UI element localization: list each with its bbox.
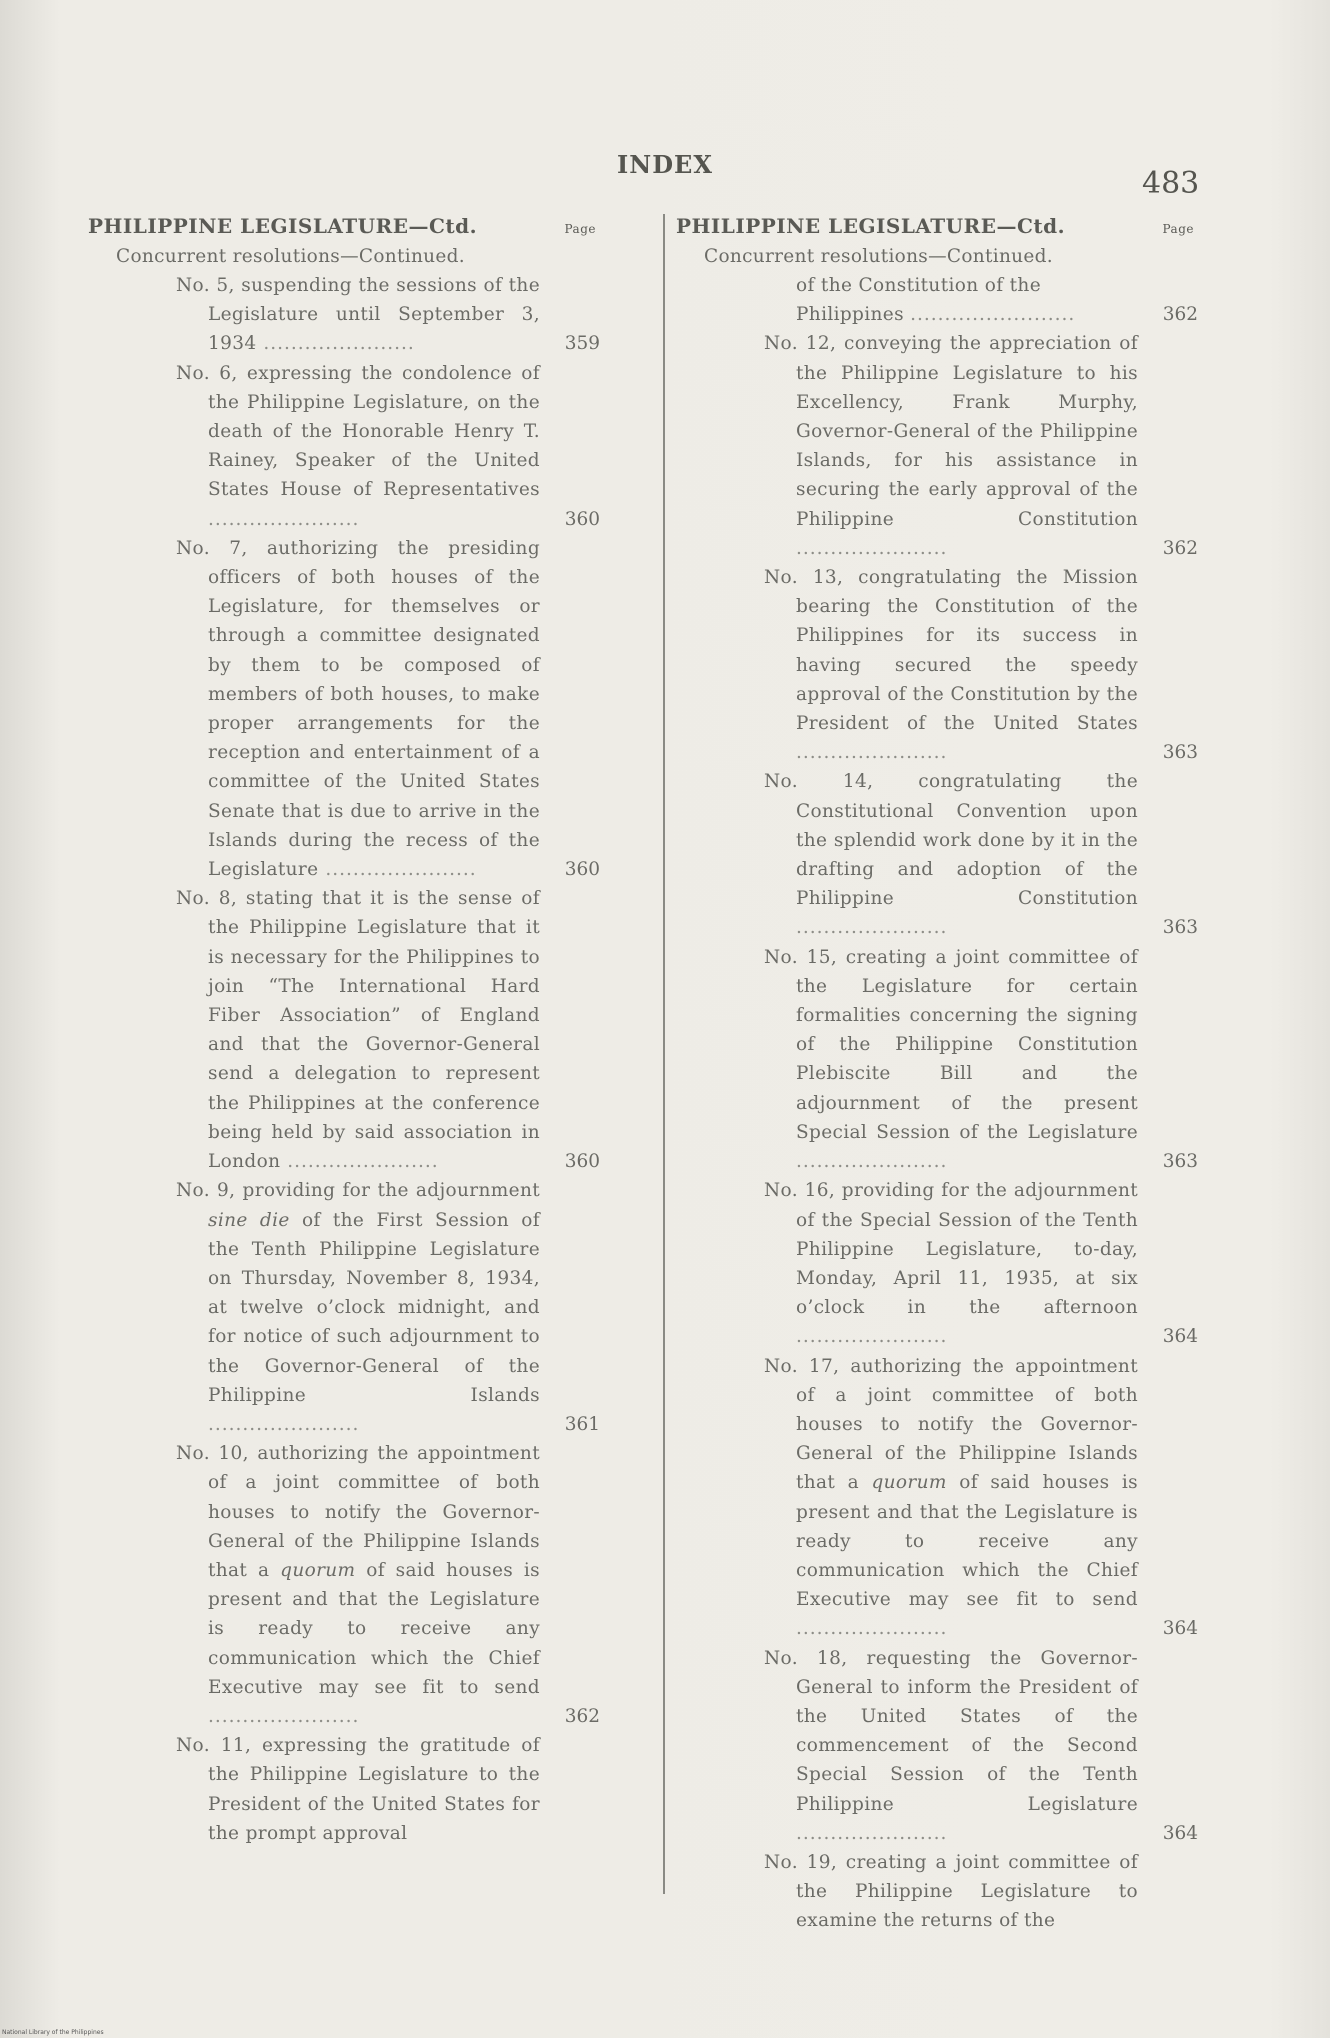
entry-body (88, 1439, 540, 1731)
entry-text: expressing the condolence of the Philippine Legislature, on the death of the Honorable Henry T. Rainey, Speaker of the United States House of Representatives (208, 362, 540, 501)
entry-page: 362 (1162, 537, 1198, 559)
leader-dots: ........................ (910, 304, 1076, 326)
entry-number: No. 10, (176, 1443, 258, 1465)
entry-page: 362 (1162, 304, 1198, 326)
leader-dots: ...................... (796, 1326, 948, 1348)
entry-body (676, 767, 1138, 942)
entry-text: providing for the adjournment of the Special Session of the Tenth Philippine Legislature, to-day, Monday, April 11, 1935, at six o’clock in the afternoon (796, 1180, 1138, 1319)
entry-text: congratulating the Constitutional Convention upon the splendid work done by it in the drafting and adoption of the Philippine Constitution (796, 771, 1138, 910)
entry-page: 363 (1162, 742, 1198, 764)
entry-number: No. 12, (764, 333, 845, 355)
index-entry (88, 271, 600, 359)
entry-text: of said houses is present and that the Legislature is ready to receive any communication which the Chief Executive may see fit to send (208, 1559, 540, 1698)
index-entry (676, 943, 1198, 1177)
right-column (676, 212, 1198, 1936)
running-head: INDEX (617, 150, 713, 179)
continuation-entry (676, 271, 1198, 329)
entry-body (88, 884, 540, 1176)
leader-dots: ...................... (796, 742, 948, 764)
footer-credit: National Library of the Philippines (2, 2029, 104, 2036)
column-divider (663, 214, 665, 1894)
entry-number: No. 5, (176, 275, 242, 296)
entry-body (88, 359, 540, 534)
index-entry (676, 1848, 1198, 1936)
entry-number: No. 14, (764, 771, 919, 793)
entry-number: No. 11, (176, 1735, 263, 1757)
leader-dots: ...................... (318, 859, 477, 881)
entry-page: 360 (564, 859, 600, 881)
entry-text: creating a joint committee of the Philippine Legislature to examine the returns of the (796, 1851, 1138, 1932)
entry-body (676, 1352, 1138, 1644)
entry-number: No. 7, (176, 537, 267, 559)
index-entry (88, 359, 600, 534)
entry-body (676, 943, 1138, 1177)
entry-text: of the First Session of the Tenth Philippine Legislature on Thursday, November 8, 1934, at twelve o’clock midnight, and for notice of such adjournment to the Governor-General of the Philippine Islands (208, 1209, 540, 1406)
index-entry (88, 1176, 600, 1439)
index-entry (676, 1352, 1198, 1644)
entry-number: No. 9, (176, 1180, 243, 1202)
entry-text: creating a joint committee of the Legislature for certain formalities concerning the signing of the Philippine Constitution Plebiscite Bill and the adjournment of the present Special Session of the Legislature (796, 946, 1138, 1143)
leader-dots: ...................... (796, 1151, 948, 1173)
entry-page: 363 (1162, 917, 1198, 939)
index-entry (676, 329, 1198, 563)
index-entry (676, 1176, 1198, 1351)
entry-body (676, 329, 1138, 563)
entry-number: No. 15, (764, 946, 846, 968)
entry-italic: sine die (208, 1209, 290, 1231)
page-number: 483 (1142, 166, 1200, 201)
leader-dots: ...................... (208, 1705, 360, 1727)
entry-page: 362 (564, 1705, 600, 1727)
entry-list (88, 271, 600, 1848)
section-title: PHILIPPINE LEGISLATURE—Ctd. (676, 214, 1066, 238)
entry-body (88, 534, 540, 884)
entry-text: requesting the Governor-General to inform the President of the United States of the commencement of the Second Special Session of the Tenth Philippine Legislature (796, 1647, 1138, 1815)
entry-body (88, 1731, 540, 1848)
entry-body (676, 1848, 1138, 1936)
entry-number: No. 16, (764, 1180, 842, 1202)
entry-text: authorizing the appointment of a joint committee of both houses to notify the Governor-General of the Philippine Islands that a (796, 1355, 1138, 1494)
entry-text: of said houses is present and that the Legislature is ready to receive any communication which the Chief Executive may see fit to send (796, 1472, 1138, 1611)
entry-text: conveying the appreciation of the Philippine Legislature to his Excellency, Frank Murphy, Governor-General of the Philippine Islands, for his assistance in securing the early approval of the Philippine Constitution (796, 333, 1138, 530)
entry-page: 363 (1162, 1151, 1198, 1173)
index-entry (88, 1731, 600, 1848)
entry-number: No. 6, (176, 362, 247, 384)
section-title: PHILIPPINE LEGISLATURE—Ctd. (88, 214, 478, 238)
entry-page: 361 (564, 1413, 600, 1435)
entry-page: 364 (1162, 1822, 1198, 1844)
entry-body (676, 563, 1138, 767)
entry-page: 364 (1162, 1326, 1198, 1348)
entry-number: No. 13, (764, 567, 859, 589)
leader-dots: ...................... (796, 537, 948, 559)
entry-number: No. 19, (764, 1851, 846, 1873)
entry-italic: quorum (871, 1472, 947, 1494)
entry-number: No. 8, (176, 888, 246, 910)
entry-text: authorizing the presiding officers of both houses of the Legislature, for themselves or through a committee designated by them to be composed of members of both houses, to make proper arrangements for the reception and entertainment of a committee of the United States Senate that is due to arrive in the Islands during the recess of the Legislature (208, 537, 541, 881)
entry-list (676, 329, 1198, 1935)
index-entry (88, 534, 600, 884)
leader-dots: ...................... (256, 333, 415, 355)
index-entry (676, 1644, 1198, 1848)
entry-text: suspending the sessions of the Legislature until September 3, 1934 (208, 275, 541, 355)
entry-text: authorizing the appointment of a joint committee of both houses to notify the Governor-General of the Philippine Islands that a (208, 1443, 540, 1581)
entry-text: congratulating the Mission bearing the Constitution of the Philippines for its success in having secured the speedy approval of the Constitution by the President of the United States (796, 567, 1138, 735)
entry-page: 360 (564, 508, 600, 530)
page-label: Page (564, 222, 596, 236)
leader-dots: ...................... (796, 1822, 948, 1844)
entry-text: of the Constitution of the Philippines (796, 275, 1041, 326)
entry-text: providing for the adjournment (242, 1180, 541, 1202)
column-header (676, 212, 1198, 243)
entry-page: 364 (1162, 1618, 1198, 1640)
leader-dots: ...................... (208, 508, 360, 530)
leader-dots: ...................... (280, 1151, 439, 1173)
leader-dots: ...................... (208, 1413, 360, 1435)
subheading: Concurrent resolutions—Continued. (116, 246, 465, 267)
index-entry (88, 884, 600, 1176)
entry-text: expressing the gratitude of the Philippine Legislature to the President of the United States for the prompt approval (208, 1735, 540, 1844)
index-entry (88, 1439, 600, 1731)
subheading: Concurrent resolutions—Continued. (704, 246, 1053, 267)
entry-body (88, 271, 540, 359)
entry-italic: quorum (280, 1559, 356, 1581)
entry-body (676, 1644, 1138, 1848)
leader-dots: ...................... (796, 917, 948, 939)
index-entry (676, 563, 1198, 767)
leader-dots: ...................... (796, 1618, 948, 1640)
left-column (88, 212, 600, 1848)
entry-number: No. 18, (764, 1647, 867, 1669)
column-header (88, 212, 600, 243)
entry-body (676, 1176, 1138, 1351)
entry-text: stating that it is the sense of the Philippine Legislature that it is necessary for the Philippines to join “The International Hard Fiber Association” of England and that the Governor-General send a delegation to represent the Philippines at the conference being held by said association in London (208, 888, 540, 1173)
page-label: Page (1162, 222, 1194, 236)
entry-page: 360 (564, 1151, 600, 1173)
entry-body (88, 1176, 540, 1439)
entry-number: No. 17, (764, 1355, 851, 1377)
entry-page: 359 (564, 333, 600, 355)
index-entry (676, 767, 1198, 942)
